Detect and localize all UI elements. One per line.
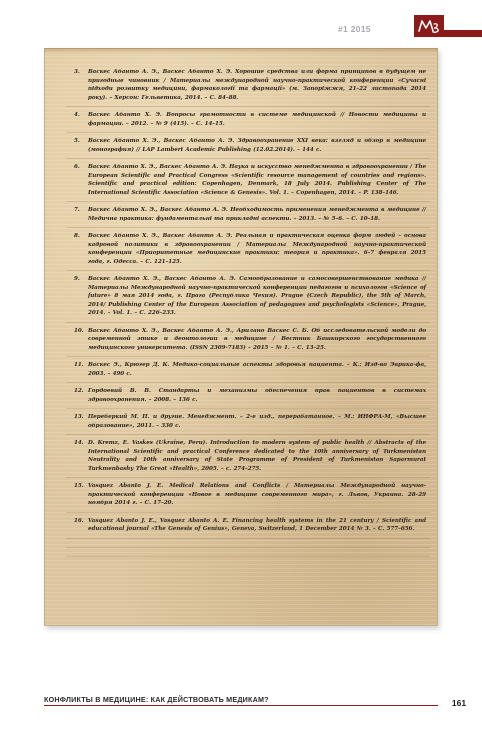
reference-number: 12. bbox=[74, 388, 84, 394]
reference-text: Гордоевий В. В. Стандарты и механизмы обеспечения прав пациентов в системах здравоохранения. – 2008. – 136 с. bbox=[88, 388, 426, 403]
reference-number: 15. bbox=[74, 483, 84, 489]
reference-number: 11. bbox=[74, 362, 84, 368]
journal-logo bbox=[414, 15, 444, 37]
reference-number: 6. bbox=[74, 164, 80, 170]
reference-text: Переберкий М. П. и другие. Менеджмент. – 2-е изд., перерабатанное. – М.: ИНФРА-М, «Высшее образование», 2011. – 330 с. bbox=[88, 414, 426, 429]
reference-item bbox=[74, 517, 426, 534]
reference-item bbox=[74, 68, 426, 102]
reference-item bbox=[74, 413, 426, 430]
reference-item bbox=[74, 206, 426, 223]
reference-text: Васкес Абанто Х. Э., Васкес Абанто А. Э. Необходимость применения менеджмента в медицине // Медична практика: фундаментальні та прикладні аспекти. – 2013. – № 5–6. – С. 10–18. bbox=[88, 207, 426, 222]
reference-text: Васкес Абанто Х. Э., Васкес Абанто А. Э. Самообразование и самосовершенствование медика // Материалы Международной научно-практической конференции педагогов и психологов «Science of future» 8 мая 2014 года, г. Прага (Республика Чехия). Prague (Czech Republic), the 5th of March, 2014/ Publishing Center of the European Association of pedagogues and psychologists «Science», Prague, 2014. – Vol. 1. – С. 226–233. bbox=[88, 276, 426, 316]
reference-number: 9. bbox=[74, 276, 80, 282]
reference-number: 10. bbox=[74, 327, 84, 334]
reference-item bbox=[74, 163, 426, 197]
reference-number: 14. bbox=[74, 440, 84, 446]
reference-item bbox=[74, 275, 426, 318]
running-footer-title: КОНФЛИКТЫ В МЕДИЦИНЕ: КАК ДЕЙСТВОВАТЬ МЕДИКАМ? bbox=[44, 695, 269, 704]
reference-text: Васкес Абанто Х. Э., Васкес Абанто А. Э. Здравоохранение XXI века: взгляд и обзор в медицине (монография) // LAP Lambert Academic Publishing (12.02.2014). – 144 с. bbox=[88, 138, 426, 153]
page-number: 161 bbox=[451, 698, 467, 708]
reference-text: Васкес Абанто Х. Э., Васкес Абанто А. Э. Реальная и практическая оценка форм людей – основа кадровой политики в здравоохранении / Материалы Международной научно-практической конференции «Приоритетные медицинские практики: теория и практика». 6–7 февраля 2015 года, г. Одесса. – С. 121–125. bbox=[88, 233, 426, 265]
reference-item bbox=[74, 387, 426, 404]
reference-item bbox=[74, 482, 426, 508]
reference-item bbox=[74, 439, 426, 473]
reference-text: Vasquez Abanto J. E., Vasquez Abanto A. E. Financing health systems in the 21 century / Scientific and educational journal «The Genesis of Genius», Geneva, Switzerland, 1 December 2014 № 3. – С. 577–656. bbox=[88, 517, 426, 532]
issue-number: #1 2015 bbox=[338, 24, 371, 34]
reference-paper-sheet bbox=[44, 48, 438, 626]
reference-number: 3. bbox=[74, 69, 80, 75]
reference-item bbox=[74, 137, 426, 154]
reference-item bbox=[74, 327, 426, 353]
reference-number: 4. bbox=[74, 112, 80, 118]
reference-number: 16. bbox=[74, 517, 84, 524]
reference-item bbox=[74, 111, 426, 128]
reference-text: D. Kremz, E. Vaskes (Ukraine, Peru). Introduction to modern system of public health // Abstracts of the International Scientific and practical Conference dedicated to the 10th anniversary of Turkmenistan Neutrality and 10th anniversary of State Programme of President of Turkmenistan Saparmurat Turkmenbashy The Great «Health», 2005. – с. 274–275. bbox=[88, 440, 426, 472]
header-accent-bar bbox=[444, 30, 482, 37]
reference-text: Vasquez Abanto J. E. Medical Relations and Conflicts / Материалы Международной научно-практической конференции «Новое в медицине современного мира», г. Львов, Украина. 28–29 ноября 2014 г. – С. 17–20. bbox=[88, 483, 426, 506]
journal-logo-icon bbox=[416, 17, 442, 35]
reference-item bbox=[74, 361, 426, 378]
footer-rule bbox=[44, 705, 438, 706]
reference-list bbox=[74, 68, 426, 552]
reference-number: 7. bbox=[74, 207, 80, 213]
reference-item bbox=[74, 232, 426, 266]
reference-number: 5. bbox=[74, 138, 80, 144]
reference-text: Васкес Абанто Х. Э., Васкес Абанто А. Э. Наука и искусство менеджмента в здравоохранении / The European Scientific and Practical Congress «Scientific resource management of countries and regions». Scientific and practical edition: Copenhagen, Denmark, 18 July 2014. Publishing Center of The International Scientific Association «Science & Genesis». Vol. 1. – Copenhagen, 2014. – P. 138–146. bbox=[88, 164, 426, 196]
reference-text: Васкес Э., Крюгер Д. К. Медико-социальные аспекты здоровья пациента. – К.: Изд-во Эврика-фа, 2003. – 490 с. bbox=[88, 362, 426, 377]
reference-number: 8. bbox=[74, 233, 80, 239]
reference-number: 13. bbox=[74, 414, 84, 420]
reference-text: Васкес Абанто Х. Э., Васкес Абанто А. Э., Арилано Васкес С. Б. Об исследовательской модели до современной этике и деонтологии в медицине / Вестник Башкирского государственного медицинского университета. (ISSN 2309-7183) – 2015 – № 1. – С. 13–25. bbox=[88, 327, 426, 351]
reference-text: Васкес Абанто Х. Э. Вопросы грамотности в системе медицинской // Новости медицины и фармации. – 2012. – № 9 (415). – С. 14–15. bbox=[88, 112, 426, 127]
reference-text: Васкес Абанто А. Э., Васкес Абанто Х. Э. Хорошие средства или форма принципов в будущем не пригодные чиновник / Материалы международной научно-практической конференции «Сучасні підходи розвитку медицини, фармакології та фармації» (м. Запоріжжя, 21–22 листопада 2014 року). – Херсон: Гельветика, 2014. – С. 84–88. bbox=[88, 69, 426, 101]
